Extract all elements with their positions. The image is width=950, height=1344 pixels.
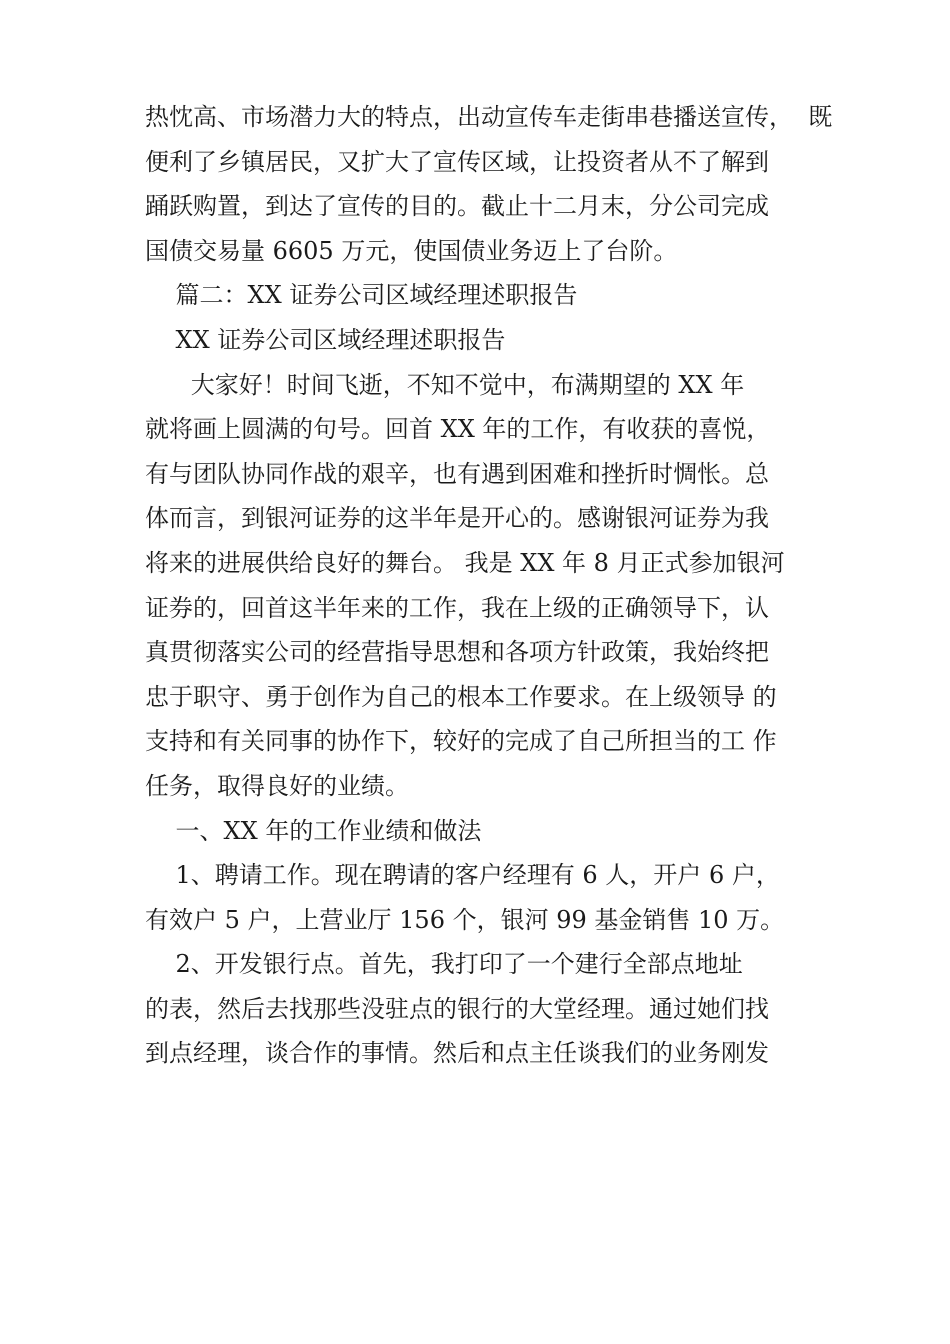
text-line: 任务，取得良好的业绩。 xyxy=(145,771,409,800)
text-line: 真贯彻落实公司的经营指导思想和各项方针政策，我始终把 xyxy=(145,638,769,667)
text-line: 就将画上圆满的句号。回首 XX 年的工作，有收获的喜悦， xyxy=(145,415,771,444)
text-line: 到点经理，谈合作的事情。然后和点主任谈我们的业务刚发 xyxy=(145,1039,769,1068)
section-heading: 篇二：XX 证券公司区域经理述职报告 xyxy=(145,281,578,310)
text-line: 2、开发银行点。首先，我打印了一个建行全部点地址 xyxy=(145,950,743,979)
text-line: 体而言，到银河证券的这半年是开心的。感谢银河证券为我 xyxy=(145,504,769,533)
subsection-heading: 一、XX 年的工作业绩和做法 xyxy=(145,816,482,845)
text-line: 有效户 5 户，上营业厅 156 个，银河 99 基金销售 10 万。 xyxy=(145,905,785,934)
text-line: 便利了乡镇居民，又扩大了宣传区域，让投资者从不了解到 xyxy=(145,147,769,176)
text-line: 国债交易量 6605 万元，使国债业务迈上了台阶。 xyxy=(145,236,678,265)
report-title: XX 证券公司区域经理述职报告 xyxy=(145,325,506,354)
text-line: 1、聘请工作。现在聘请的客户经理有 6 人，开户 6 户， xyxy=(145,861,780,890)
text-line: 踊跃购置，到达了宣传的目的。截止十二月末，分公司完成 xyxy=(145,192,769,221)
text-line: 忠于职守、勇于创作为自己的根本工作要求。在上级领导 的 xyxy=(145,682,777,711)
text-line: 有与团队协同作战的艰辛，也有遇到困难和挫折时惆怅。总 xyxy=(145,459,769,488)
text-line: 大家好！时间飞逝，不知不觉中，布满期望的 XX 年 xyxy=(145,370,745,399)
body-text xyxy=(145,95,833,1076)
text-line: 将来的进展供给良好的舞台。 我是 XX 年 8 月正式参加银河 xyxy=(145,548,785,577)
text-line: 的表，然后去找那些没驻点的银行的大堂经理。通过她们找 xyxy=(145,994,769,1023)
text-line: 支持和有关同事的协作下，较好的完成了自己所担当的工 作 xyxy=(145,727,777,756)
text-line: 热忱高、市场潜力大的特点，出动宣传车走街串巷播送宣传， 既 xyxy=(145,103,833,131)
text-line: 证券的，回首这半年来的工作，我在上级的正确领导下，认 xyxy=(145,593,769,622)
